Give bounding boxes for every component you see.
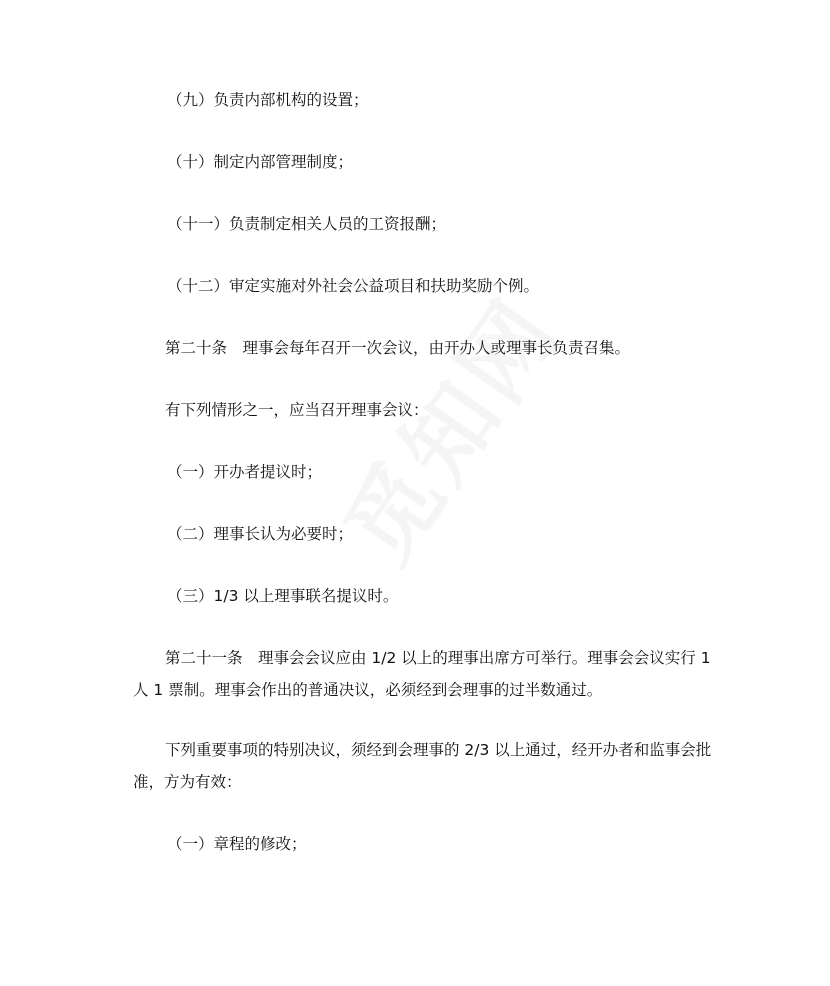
clause-11: （十一）负责制定相关人员的工资报酬；: [167, 215, 447, 233]
clause-10: （十）制定内部管理制度；: [167, 153, 354, 171]
clause-9: （九）负责内部机构的设置；: [167, 91, 369, 109]
condition-1: （一）开办者提议时；: [167, 463, 323, 481]
meeting-conditions-intro: 有下列情形之一，应当召开理事会议：: [165, 401, 429, 419]
special-resolution-intro: 下列重要事项的特别决议，须经到会理事的 2/3 以上通过，经开办者和监事会批准，方为有效：: [133, 741, 712, 791]
article-21: 第二十一条 理事会会议应由 1/2 以上的理事出席方可举行。理事会会议实行 1 人 1 票制。理事会作出的普通决议，必须经到会理事的过半数通过。: [133, 649, 711, 699]
condition-2: （二）理事长认为必要时；: [167, 525, 354, 543]
clause-12: （十二）审定实施对外社会公益项目和扶助奖励个例。: [167, 277, 540, 295]
article-20: 第二十条 理事会每年召开一次会议，由开办人或理事长负责召集。: [165, 339, 631, 357]
special-item-1: （一）章程的修改；: [167, 835, 307, 853]
condition-3: （三）1/3 以上理事联名提议时。: [167, 587, 399, 605]
